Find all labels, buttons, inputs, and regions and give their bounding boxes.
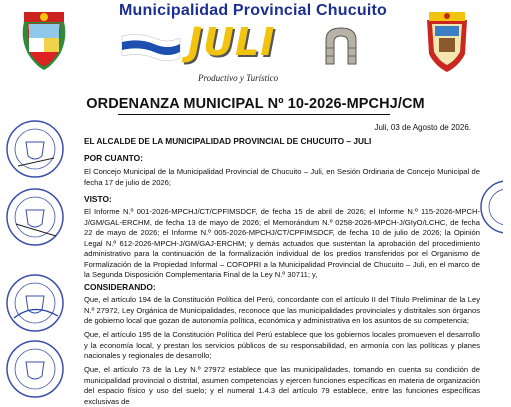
- stone-arch-icon: [322, 26, 360, 66]
- document-date: Juli, 03 de Agosto de 2026.: [374, 123, 471, 132]
- considerando-paragraph: Que, el artículo 194 de la Constitución Política del Perú, concordante con el artículo II del Título Preliminar de la Ley N.º 27972, Ley Orgánica de Municipalidades, reconoce que las municipalidades provinciales y distritales son órganos de gobierno local que gozan de autonomía política, económica y administrativa en los asuntos de su competencia;: [84, 295, 480, 325]
- considerando-paragraph: Que, el artículo 195 de la Constitución Política del Perú establece que los gobiernos locales promueven el desarrollo y la economía local, y prestan los servicios públicos de su responsabilidad, en armonía con las políticas y planes nacionales y regionales de desarrollo;: [84, 330, 480, 360]
- official-seal-icon: [4, 118, 66, 180]
- ordinance-title: ORDENANZA MUNICIPAL Nº 10-2026-MPCHJ/CM: [86, 96, 425, 112]
- visto-heading: VISTO:: [84, 194, 112, 204]
- visto-text: El Informe N.º 001-2026-MPCHJ/CT/CPFIMSDCF, de fecha 15 de abril de 2026; el Informe N.º 115-2026-MPCH-J/GM/GAL-ERCHM, de fecha 13 de mayo de 2026; el Memorándum N.º 0258-2026-MPCH-J/GIyO/LCHC, de fecha 22 de mayo de 2026; el Informe N.º 005-2026-MPCHJ/CT/CPFIMSDCF, de fecha 10 de julio de 2026; la Opinión Legal N.º 612-2026-MPCH-J/GM/GAJ-ERCHM; y demás actuados que sustentan la aprobación del procedimiento administrativo para la continuación de la formalización individual de los predios transferidos por el Organismo de Formalización de la Propiedad Informal – COFOPRI a la Municipalidad Provincial de Chucuito – Juli, en el marco de la Segunda Disposición Complementaria Final de la Ley N.º 30711; y,: [84, 207, 480, 279]
- title-underline: [118, 114, 390, 115]
- official-seal-icon: [4, 272, 66, 334]
- considerando-heading: CONSIDERANDO:: [84, 282, 156, 292]
- mayor-heading: EL ALCALDE DE LA MUNICIPALIDAD PROVINCIAL DE CHUCUITO – JULI: [84, 136, 372, 146]
- municipality-name: Municipalidad Provincial Chucuito: [119, 2, 387, 19]
- official-seal-icon: [477, 176, 503, 238]
- por-cuanto-heading: POR CUANTO:: [84, 153, 143, 163]
- brand-logo-text: JULI: [188, 20, 276, 64]
- slogan: Productivo y Turístico: [198, 73, 279, 83]
- considerando-paragraph: Que, el artículo 73 de la Ley N.º 27972 establece que las municipalidades, tomando en cuenta su condición de municipalidad provincial o distrital, asumen competencias y ejercen funciones específicas en materia de organización del espacio físico y uso del suelo; y el numeral 1.4.3 del artículo 79 establece, entre las funciones específicas exclusivas de: [84, 365, 480, 406]
- por-cuanto-text: El Concejo Municipal de la Municipalidad Provincial de Chucuito – Juli, en Sesión Ordinaria de Concejo Municipal de fecha 17 de julio de 2026;: [84, 167, 480, 187]
- official-seal-icon: [4, 186, 66, 248]
- official-seal-icon: [4, 338, 66, 400]
- juli-flag-icon: [120, 32, 182, 62]
- peru-coat-of-arms-icon: [18, 8, 70, 72]
- chucuito-shield-icon: [423, 10, 471, 74]
